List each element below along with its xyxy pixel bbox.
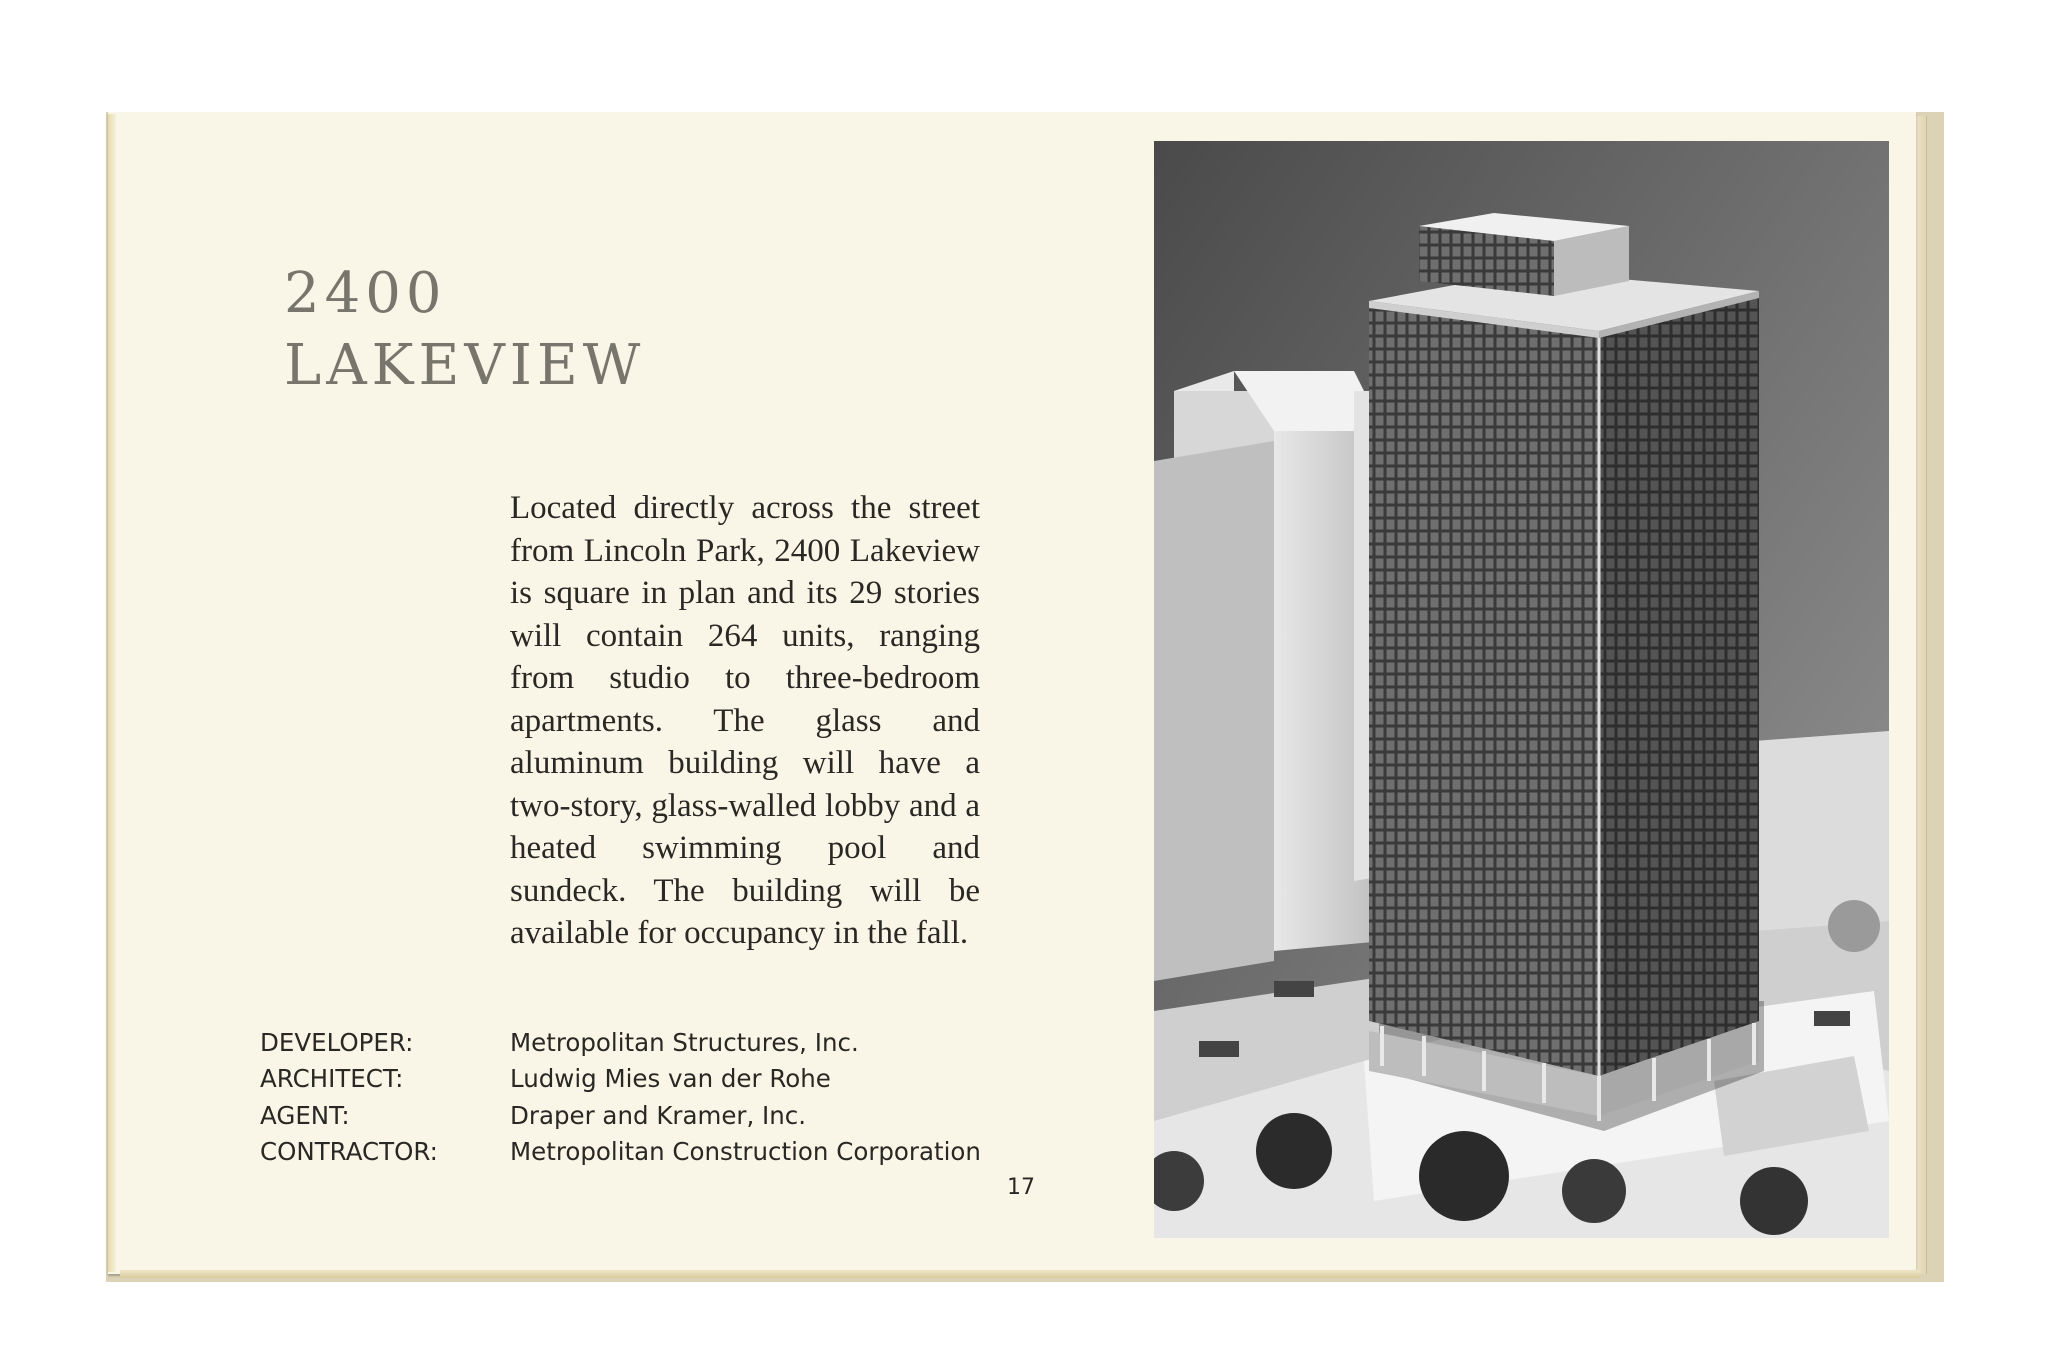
credit-value: Ludwig Mies van der Rohe: [510, 1064, 831, 1094]
credit-row-agent: [260, 1097, 981, 1134]
credit-label: AGENT:: [260, 1100, 350, 1130]
credit-label: CONTRACTOR:: [260, 1137, 438, 1167]
page-bottom-edge: [120, 1270, 1920, 1278]
credit-value: Draper and Kramer, Inc.: [510, 1100, 807, 1130]
page-title: [284, 258, 645, 402]
credits-list: [260, 1024, 981, 1170]
credit-value: Metropolitan Construction Corporation: [510, 1137, 981, 1167]
credit-label: DEVELOPER:: [260, 1027, 414, 1057]
page-binding-edge: [108, 114, 116, 1272]
credit-row-developer: [260, 1024, 981, 1061]
title-line-number: 2400: [284, 261, 447, 326]
description-paragraph: Located directly across the street from Lincoln Park, 2400 Lakeview is square in plan and its 29 stories will contain 264 units, ranging from studio to three-bedroom apartments. The glass and aluminum building will have a two-story, glass-walled lobby and a heated swimming pool and sundeck. The building will be available for occupancy in the fall.: [510, 490, 980, 951]
title-line-name: LAKEVIEW: [284, 333, 646, 398]
credit-value: Metropolitan Structures, Inc.: [510, 1027, 859, 1057]
credit-row-architect: [260, 1061, 981, 1098]
credit-row-contractor: [260, 1134, 981, 1171]
page-number: 17: [1007, 1175, 1035, 1200]
credit-label: ARCHITECT:: [260, 1064, 404, 1094]
building-model-photo: [1154, 141, 1889, 1238]
